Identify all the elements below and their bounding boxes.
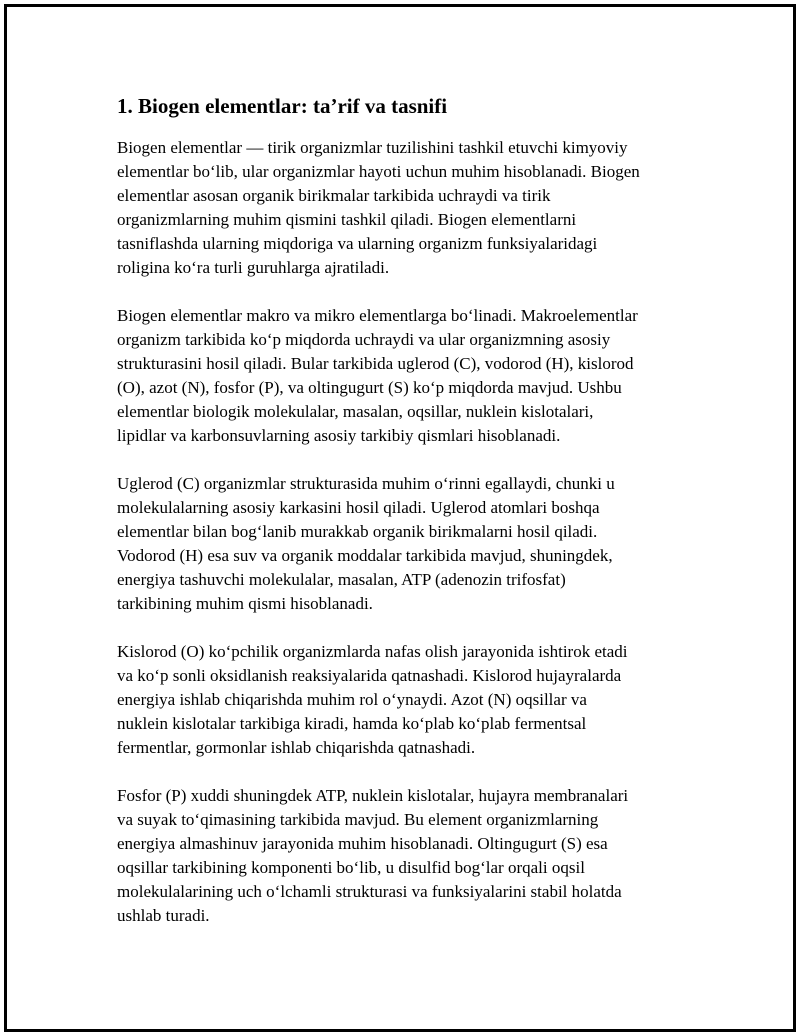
text-line: ushlab turadi. <box>117 906 210 925</box>
section-heading: 1. Biogen elementlar: ta’rif va tasnifi <box>117 94 448 118</box>
text-line: energiya almashinuv jarayonida muhim hisoblanadi. Oltingugurt (S) esa <box>117 834 608 853</box>
text-line: (O), azot (N), fosfor (P), va oltingugurt (S) ko‘p miqdorda mavjud. Ushbu <box>117 378 622 397</box>
text-line: Biogen elementlar makro va mikro elementlarga bo‘linadi. Makroelementlar <box>117 306 638 325</box>
text-line: Vodorod (H) esa suv va organik moddalar tarkibida mavjud, shuningdek, <box>117 546 613 565</box>
text-line: nuklein kislotalar tarkibiga kiradi, hamda ko‘plab ko‘plab fermentsal <box>117 714 587 733</box>
text-line: Fosfor (P) xuddi shuningdek ATP, nuklein kislotalar, hujayra membranalari <box>117 786 629 805</box>
text-line: tasniflashda ularning miqdoriga va ularning organizm funksiyalaridagi <box>117 234 598 253</box>
text-line: roligina ko‘ra turli guruhlarga ajratiladi. <box>117 258 390 277</box>
text-line: elementlar asosan organik birikmalar tarkibida uchraydi va tirik <box>117 186 551 205</box>
text-line: energiya tashuvchi molekulalar, masalan, ATP (adenozin trifosfat) <box>117 570 566 589</box>
paragraph-oxygen-nitrogen <box>117 640 687 760</box>
text-line: elementlar bilan bog‘lanib murakkab organik birikmalarni hosil qiladi. <box>117 522 598 541</box>
text-line: fermentlar, gormonlar ishlab chiqarishda qatnashadi. <box>117 738 476 757</box>
text-line: elementlar bo‘lib, ular organizmlar hayoti uchun muhim hisoblanadi. Biogen <box>117 162 640 181</box>
text-line: tarkibining muhim qismi hisoblanadi. <box>117 594 373 613</box>
text-line: strukturasini hosil qiladi. Bular tarkibida uglerod (C), vodorod (H), kislorod <box>117 354 634 373</box>
text-line: energiya ishlab chiqarishda muhim rol o‘ynaydi. Azot (N) oqsillar va <box>117 690 587 709</box>
document-body <box>117 92 687 952</box>
text-line: lipidlar va karbonsuvlarning asosiy tarkibiy qismlari hisoblanadi. <box>117 426 561 445</box>
text-line: va suyak to‘qimasining tarkibida mavjud. Bu element organizmlarning <box>117 810 599 829</box>
paragraph-macro-micro <box>117 304 687 448</box>
text-line: va ko‘p sonli oksidlanish reaksiyalarida qatnashadi. Kislorod hujayralarda <box>117 666 622 685</box>
text-line: Biogen elementlar — tirik organizmlar tuzilishini tashkil etuvchi kimyoviy <box>117 138 628 157</box>
paragraph-carbon-hydrogen <box>117 472 687 616</box>
paragraph-definition <box>117 136 687 280</box>
text-line: Kislorod (O) ko‘pchilik organizmlarda nafas olish jarayonida ishtirok etadi <box>117 642 628 661</box>
paragraph-phosphorus-sulfur <box>117 784 687 928</box>
text-line: organizm tarkibida ko‘p miqdorda uchraydi va ular organizmning asosiy <box>117 330 611 349</box>
text-line: molekulalarining uch o‘lchamli strukturasi va funksiyalarini stabil holatda <box>117 882 622 901</box>
text-line: elementlar biologik molekulalar, masalan, oqsillar, nuklein kislotalari, <box>117 402 594 421</box>
text-line: molekulalarning asosiy karkasini hosil qiladi. Uglerod atomlari boshqa <box>117 498 600 517</box>
text-line: Uglerod (C) organizmlar strukturasida muhim o‘rinni egallaydi, chunki u <box>117 474 615 493</box>
text-line: organizmlarning muhim qismini tashkil qiladi. Biogen elementlarni <box>117 210 577 229</box>
text-line: oqsillar tarkibining komponenti bo‘lib, u disulfid bog‘lar orqali oqsil <box>117 858 585 877</box>
